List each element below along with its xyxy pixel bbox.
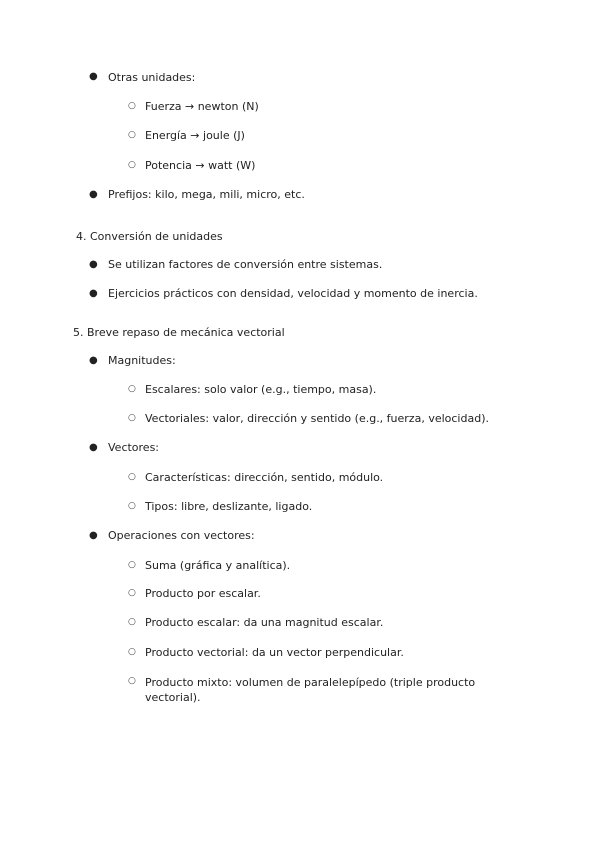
- list-item-vectores: Vectores:: [108, 441, 160, 454]
- bullet-icon: ●: [89, 288, 98, 299]
- sub-item: Fuerza → newton (N): [145, 100, 259, 113]
- sub-item: Escalares: solo valor (e.g., tiempo, masa).: [145, 383, 377, 396]
- bullet-icon: ○: [128, 560, 136, 570]
- bullet-icon: ●: [89, 189, 98, 200]
- bullet-icon: ○: [128, 160, 136, 170]
- bullet-icon: ○: [128, 647, 136, 657]
- sub-item: Producto escalar: da una magnitud escalar.: [145, 616, 384, 629]
- sub-item: Potencia → watt (W): [145, 159, 256, 172]
- sub-item: Producto mixto: volumen de paralelepípedo (triple producto vectorial).: [145, 676, 476, 704]
- bullet-icon: ●: [89, 442, 98, 453]
- sub-item: Producto vectorial: da un vector perpendicular.: [145, 646, 404, 659]
- bullet-icon: ○: [128, 101, 136, 111]
- sub-item: Vectoriales: valor, dirección y sentido (e.g., fuerza, velocidad).: [145, 412, 489, 425]
- bullet-icon: ○: [128, 617, 136, 627]
- bullet-icon: ○: [128, 413, 136, 423]
- bullet-icon: ●: [89, 530, 98, 541]
- list-item-other-units: Otras unidades:: [108, 71, 196, 84]
- list-item-magnitudes: Magnitudes:: [108, 354, 176, 367]
- bullet-icon: ●: [89, 71, 98, 82]
- bullet-icon: ○: [128, 501, 136, 511]
- bullet-icon: ○: [128, 588, 136, 598]
- bullet-icon: ●: [89, 259, 98, 270]
- sub-item: Producto por escalar.: [145, 587, 261, 600]
- list-item: Se utilizan factores de conversión entre sistemas.: [108, 258, 383, 271]
- sub-item: Energía → joule (J): [145, 129, 245, 142]
- bullet-icon: ○: [128, 472, 136, 482]
- sub-item: Características: dirección, sentido, módulo.: [145, 471, 384, 484]
- list-item-operaciones: Operaciones con vectores:: [108, 529, 255, 542]
- bullet-icon: ○: [128, 384, 136, 394]
- list-item: Ejercicios prácticos con densidad, velocidad y momento de inercia.: [108, 287, 478, 300]
- sub-item: Suma (gráfica y analítica).: [145, 559, 291, 572]
- bullet-icon: ●: [89, 355, 98, 366]
- bullet-icon: ○: [128, 676, 136, 686]
- list-item-prefixes: Prefijos: kilo, mega, mili, micro, etc.: [108, 188, 305, 201]
- section-heading-4: 4. Conversión de unidades: [76, 230, 223, 243]
- sub-item: Tipos: libre, deslizante, ligado.: [145, 500, 313, 513]
- bullet-icon: ○: [128, 130, 136, 140]
- section-heading-5: 5. Breve repaso de mecánica vectorial: [73, 326, 285, 339]
